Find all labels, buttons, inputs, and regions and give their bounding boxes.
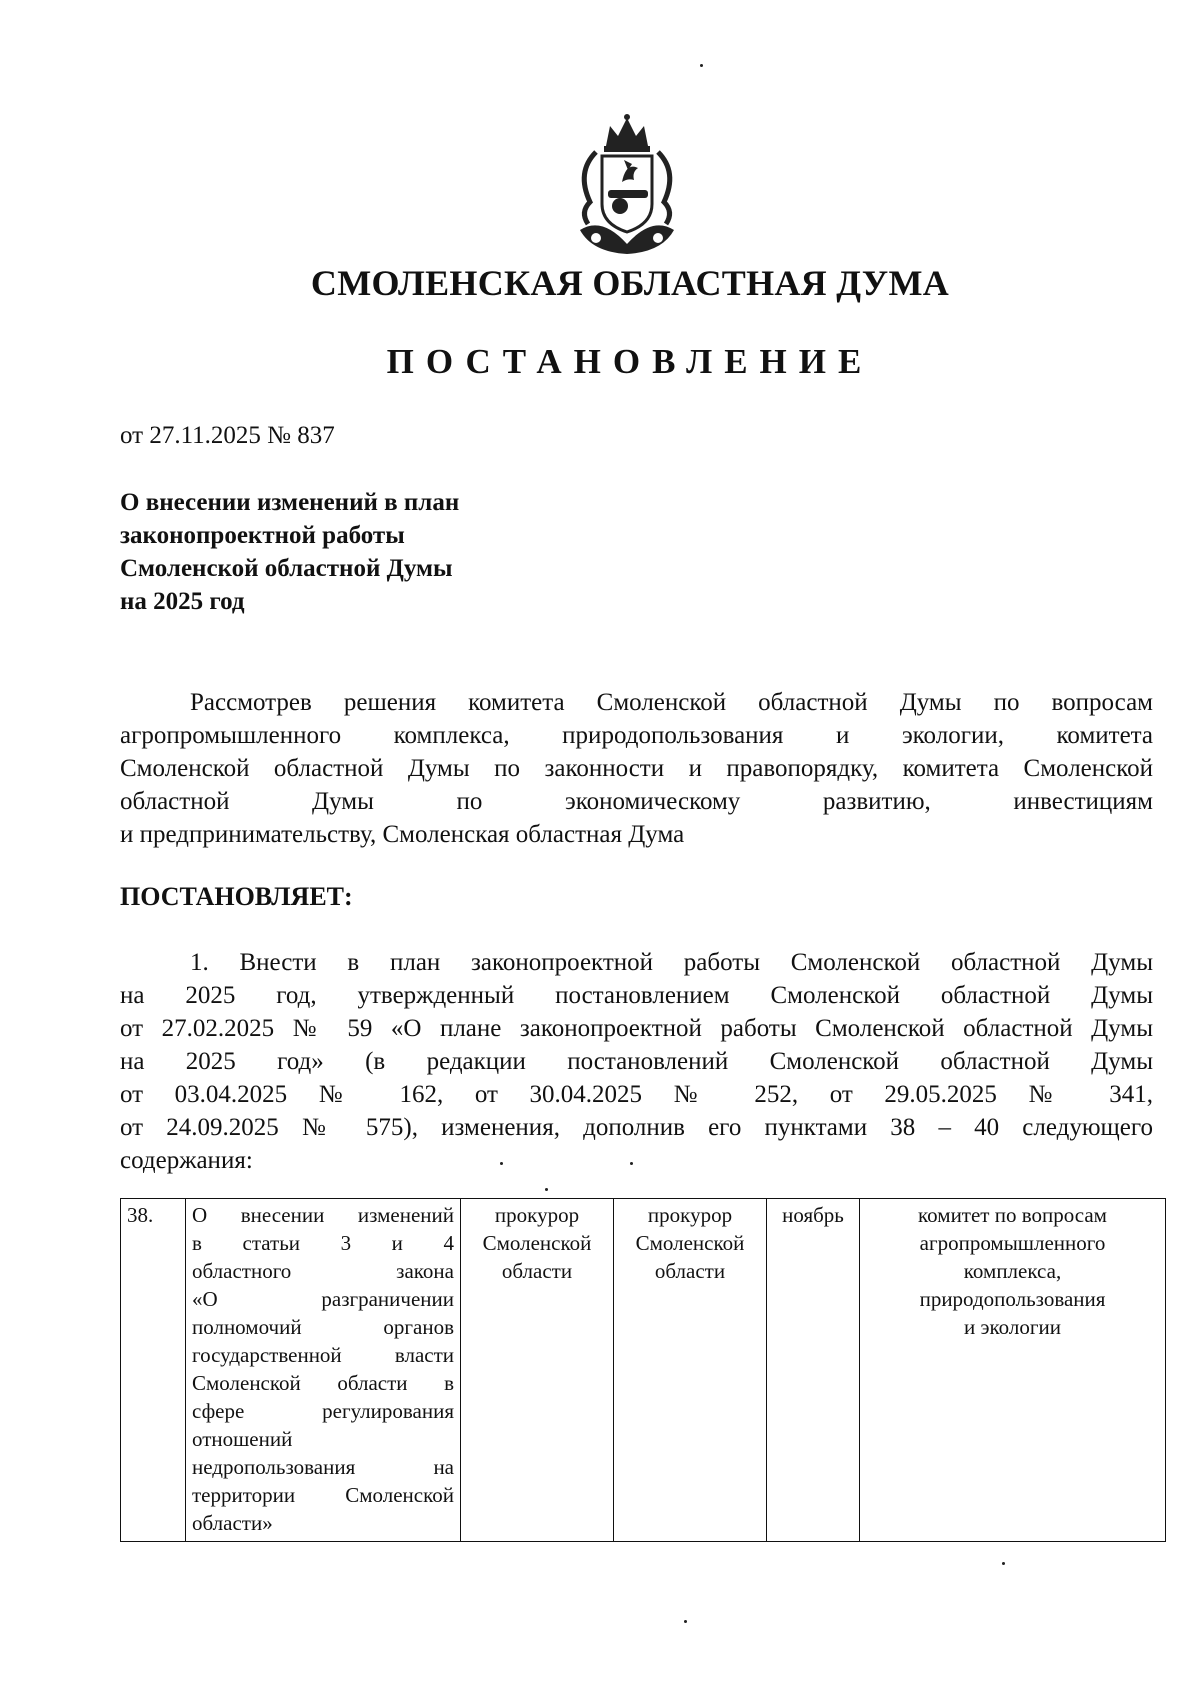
initiator-line: Смоленской — [482, 1231, 592, 1255]
bill-title-line: в статьи 3 и 4 — [192, 1231, 454, 1255]
initiator-line: прокурор — [494, 1203, 580, 1227]
bill-title-line: Смоленской области в — [192, 1371, 454, 1395]
subject-line: О внесении изменений в план — [120, 489, 460, 516]
plan-table — [120, 1198, 1166, 1542]
bill-title-line: областного закона — [192, 1259, 454, 1283]
committee-line: комитет по вопросам — [918, 1203, 1107, 1227]
subject-line: Смоленской областной Думы — [120, 555, 453, 582]
clause-line: на 2025 год» (в редакции постановлений Смоленской областной Думы — [120, 1048, 1153, 1075]
organization-title: СМОЛЕНСКАЯ ОБЛАСТНАЯ ДУМА — [310, 263, 950, 303]
row-number-cell: 38. — [121, 1199, 186, 1542]
subject-line: законопроектной работы — [120, 522, 405, 549]
committee-cell — [860, 1199, 1166, 1542]
preamble-line: Рассмотрев решения комитета Смоленской областной Думы по вопросам — [190, 689, 1153, 716]
developer-cell — [614, 1199, 767, 1542]
scan-speck — [1002, 1562, 1005, 1565]
committee-line: комплекса, — [963, 1259, 1062, 1283]
bill-title-line: территории Смоленской — [192, 1483, 454, 1507]
clause-line: содержания: — [120, 1147, 253, 1174]
document-date-number: от 27.11.2025 № 837 — [120, 422, 335, 449]
bill-title-line: недропользования на — [192, 1455, 454, 1479]
smolensk-coat-of-arms-icon — [566, 112, 688, 260]
bill-title-line: области» — [192, 1511, 273, 1535]
bill-title-line: сфере регулирования — [192, 1399, 454, 1423]
developer-line: Смоленской — [635, 1231, 745, 1255]
clause-line: на 2025 год, утвержденный постановлением Смоленской областной Думы — [120, 982, 1153, 1009]
bill-title-line: полномочий органов — [192, 1315, 454, 1339]
bill-title-line: О внесении изменений — [192, 1203, 454, 1227]
bill-title-line: отношений — [192, 1427, 293, 1451]
scan-speck — [684, 1620, 687, 1623]
preamble-line: областной Думы по экономическому развитию, инвестициям — [120, 788, 1153, 815]
table-row — [121, 1199, 1166, 1542]
bill-title-line: государственной власти — [192, 1343, 454, 1367]
committee-line: и экологии — [964, 1315, 1061, 1339]
preamble-line: агропромышленного комплекса, природопользования и экологии, комитета — [120, 722, 1153, 749]
developer-line: прокурор — [647, 1203, 733, 1227]
scan-speck — [500, 1162, 503, 1165]
preamble-line: и предпринимательству, Смоленская областная Дума — [120, 821, 685, 848]
clause-line: от 24.09.2025 № 575), изменения, дополнив его пунктами 38 – 40 следующего — [120, 1114, 1153, 1141]
bill-title-line: «О разграничении — [192, 1287, 454, 1311]
preamble-line: Смоленской областной Думы по законности и правопорядку, комитета Смоленской — [120, 755, 1153, 782]
committee-line: природопользования — [919, 1287, 1106, 1311]
bill-title-cell — [186, 1199, 461, 1542]
preamble-paragraph — [120, 686, 1153, 851]
clause-line: от 27.02.2025 № 59 «О плане законопроектной работы Смоленской областной Думы — [120, 1015, 1153, 1042]
clause-line: от 03.04.2025 № 162, от 30.04.2025 № 252, от 29.05.2025 № 341, — [120, 1081, 1153, 1108]
document-type-title: ПОСТАНОВЛЕНИЕ — [386, 342, 874, 381]
term-cell: ноябрь — [767, 1199, 860, 1542]
initiator-cell — [461, 1199, 614, 1542]
scan-speck — [545, 1188, 548, 1191]
initiator-line: области — [501, 1259, 573, 1283]
clause-line: 1. Внести в план законопроектной работы Смоленской областной Думы — [190, 949, 1153, 976]
scan-speck — [630, 1162, 633, 1165]
clause-1-paragraph — [120, 946, 1153, 1177]
subject-line: на 2025 год — [120, 588, 245, 615]
committee-line: агропромышленного — [919, 1231, 1106, 1255]
developer-line: области — [654, 1259, 726, 1283]
scan-speck — [700, 64, 703, 67]
resolves-heading: ПОСТАНОВЛЯЕТ: — [120, 882, 353, 911]
document-subject — [120, 486, 580, 618]
